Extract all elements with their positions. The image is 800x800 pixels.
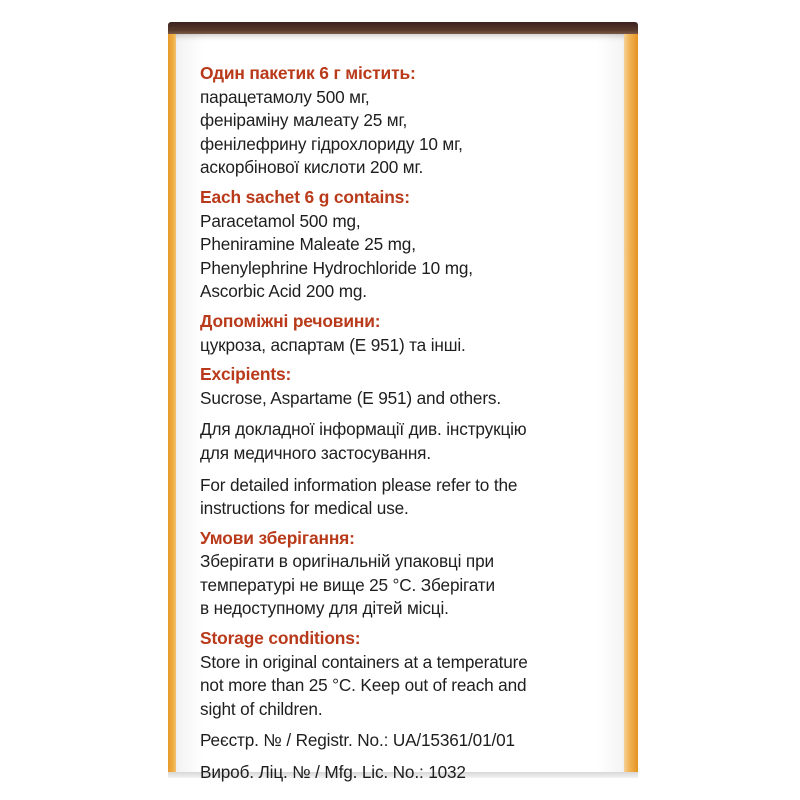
ua-composition-line: фенілефрину гідрохлориду 10 мг,: [200, 133, 463, 154]
en-storage-line: Store in original containers at a temperature: [200, 651, 528, 672]
en-excipients-line: Sucrose, Aspartame (E 951) and others.: [200, 387, 501, 408]
en-composition-line: Paracetamol 500 mg,: [200, 210, 361, 231]
ua-storage-line: в недоступному для дітей місці.: [200, 598, 449, 619]
ua-composition-line: феніраміну малеату 25 мг,: [200, 110, 408, 131]
manufacturing-license: Вироб. Ліц. № / Mfg. Lic. No.: 1032: [200, 762, 466, 783]
label-text: [200, 62, 620, 785]
ua-info-line: Для докладної інформації див. інструкцію: [200, 419, 527, 440]
en-info-line: For detailed information please refer to the: [200, 474, 518, 495]
ua-composition-section: [200, 62, 620, 180]
ua-composition-line: парацетамолу 500 мг,: [200, 86, 370, 107]
en-info-line: instructions for medical use.: [200, 498, 409, 519]
ua-info-section: [200, 418, 620, 465]
en-storage-section: [200, 627, 620, 721]
ua-storage-line: Зберігати в оригінальній упаковці при: [200, 551, 494, 572]
en-storage-line: sight of children.: [200, 698, 323, 719]
en-composition-heading: Each sachet 6 g contains:: [200, 186, 410, 207]
en-excipients-heading: Excipients:: [200, 364, 292, 385]
ua-composition-line: аскорбінової кислоти 200 мг.: [200, 157, 424, 178]
ua-excipients-line: цукроза, аспартам (Е 951) та інші.: [200, 334, 466, 355]
en-info-section: [200, 474, 620, 521]
ua-storage-line: температурі не вище 25 °С. Зберігати: [200, 574, 495, 595]
en-composition-line: Pheniramine Maleate 25 mg,: [200, 234, 416, 255]
en-excipients-section: [200, 363, 620, 410]
en-storage-heading: Storage conditions:: [200, 628, 361, 649]
box-right-stripe: [622, 34, 638, 774]
ua-storage-section: [200, 527, 620, 621]
ua-excipients-heading: Допоміжні речовини:: [200, 310, 381, 331]
en-composition-section: [200, 186, 620, 304]
en-composition-line: Ascorbic Acid 200 mg.: [200, 281, 367, 302]
en-storage-line: not more than 25 °C. Keep out of reach and: [200, 675, 527, 696]
ua-excipients-section: [200, 310, 620, 357]
registration-number: Реєстр. № / Registr. No.: UA/15361/01/01: [200, 730, 515, 751]
ua-info-line: для медичного застосування.: [200, 442, 431, 463]
ua-storage-heading: Умови зберігання:: [200, 527, 355, 548]
ua-composition-heading: Один пакетик 6 г містить:: [200, 63, 416, 83]
en-composition-line: Phenylephrine Hydrochloride 10 mg,: [200, 257, 473, 278]
